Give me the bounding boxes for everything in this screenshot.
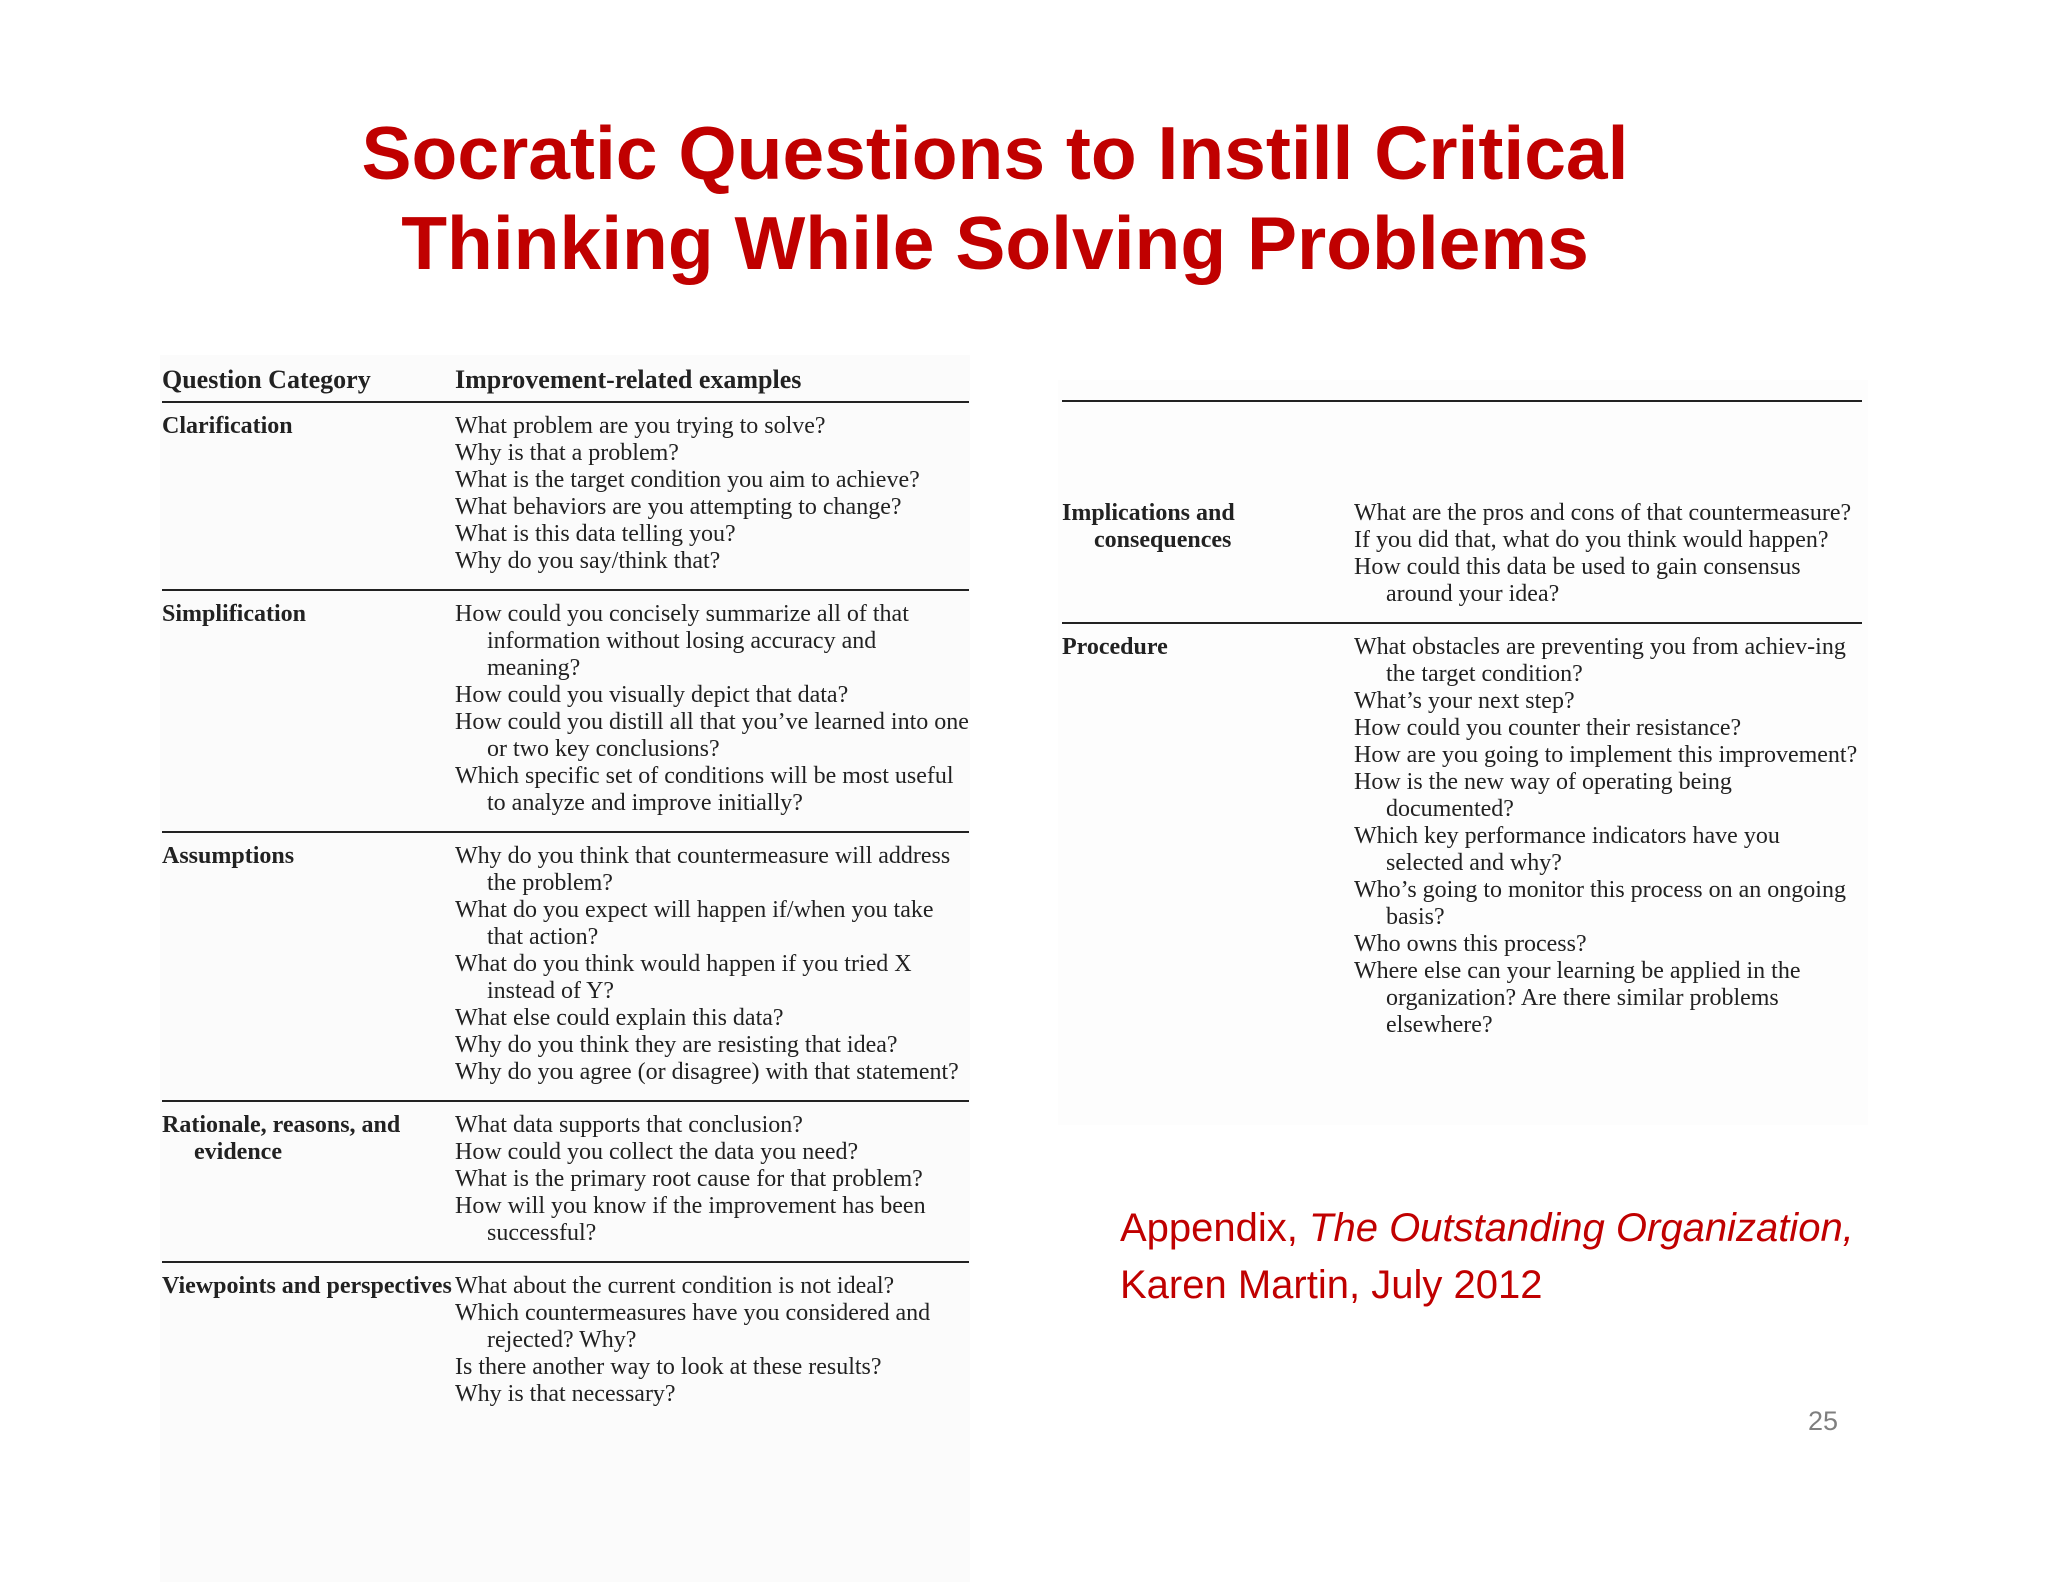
question-list [455,601,969,817]
question-item: Why is that a problem? [455,440,679,466]
left-table-body [162,403,969,1422]
citation-prefix: Appendix, [1120,1206,1310,1250]
question-item: How could you visually depict that data? [455,682,849,708]
table-row [162,1263,969,1422]
question-item: Who owns this process? [1354,931,1587,957]
table-row [162,833,969,1102]
row-category-label: Viewpoints and perspectives [162,1273,452,1299]
row-category-label: Rationale, reasons, and evidence [162,1112,401,1165]
question-item: Why is that necessary? [455,1381,676,1407]
row-category-label: Simplification [162,601,307,627]
question-item: What is the primary root cause for that problem? [455,1166,923,1192]
row-category-label: Procedure [1062,634,1168,660]
question-list [455,413,969,575]
question-item: What are the pros and cons of that countermeasure? [1354,500,1852,526]
header-improvement-examples: Improvement-related examples [455,365,802,394]
row-category [1062,500,1354,608]
question-item: What problem are you trying to solve? [455,413,826,439]
citation-author-date: Karen Martin, July 2012 [1120,1263,1543,1307]
table-header [162,366,969,403]
question-item: If you did that, what do you think would happen? [1354,527,1829,553]
row-category [162,413,455,575]
page-number: 25 [1808,1406,1839,1436]
title-line-2: Thinking While Solving Problems [401,201,1589,285]
question-item: Why do you agree (or disagree) with that statement? [455,1059,959,1085]
header-question-category: Question Category [162,365,371,394]
row-category [162,1112,455,1247]
row-category-label: Assumptions [162,843,295,869]
question-list [455,1273,969,1408]
question-list [1354,634,1862,1039]
question-item: Why do you think that countermeasure will address the problem? [455,843,951,896]
question-item: Why do you think they are resisting that idea? [455,1032,898,1058]
question-item: How could this data be used to gain consensus around your idea? [1354,554,1801,607]
table-row [1062,490,1862,624]
question-table-left [162,366,969,1422]
table-row [1062,624,1862,1053]
question-item: Which key performance indicators have you selected and why? [1354,823,1780,876]
question-item: What obstacles are preventing you from achiev-ing the target condition? [1354,634,1846,687]
question-item: Why do you say/think that? [455,548,721,574]
question-table-right [1062,400,1862,1053]
question-item: How is the new way of operating being documented? [1354,769,1732,822]
table-row [162,1102,969,1263]
row-category-label: Clarification [162,413,293,439]
question-item: What behaviors are you attempting to change? [455,494,902,520]
question-item: How could you concisely summarize all of that information without losing accuracy and meaning? [455,601,909,681]
question-item: How are you going to implement this improvement? [1354,742,1858,768]
row-category [162,843,455,1086]
question-item: Which specific set of conditions will be most useful to analyze and improve initially? [455,763,954,816]
right-table-body [1062,490,1862,1053]
question-item: What is the target condition you aim to achieve? [455,467,920,493]
slide-title [330,108,1660,288]
citation [1120,1200,1880,1314]
table-row [162,591,969,833]
question-item: What data supports that conclusion? [455,1112,803,1138]
title-line-1: Socratic Questions to Instill Critical [361,111,1629,195]
question-item: What do you think would happen if you tried X instead of Y? [455,951,912,1004]
question-item: What is this data telling you? [455,521,736,547]
row-category-label: Implications and consequences [1062,500,1235,553]
question-item: Where else can your learning be applied in the organization? Are there similar problems elsewhere? [1354,958,1801,1038]
question-list [455,843,969,1086]
question-list [455,1112,969,1247]
row-category [162,601,455,817]
question-list [1354,500,1862,608]
question-item: What else could explain this data? [455,1005,784,1031]
question-item: What’s your next step? [1354,688,1575,714]
question-item: Which countermeasures have you considered and rejected? Why? [455,1300,931,1353]
table-top-rule [1062,400,1862,402]
question-item: Is there another way to look at these results? [455,1354,882,1380]
question-item: What do you expect will happen if/when you take that action? [455,897,934,950]
table-row [162,403,969,591]
citation-book-title: The Outstanding Organization, [1309,1206,1854,1250]
question-item: How could you counter their resistance? [1354,715,1742,741]
question-item: Who’s going to monitor this process on an ongoing basis? [1354,877,1846,930]
question-item: How could you distill all that you’ve learned into one or two key conclusions? [455,709,969,762]
row-category [162,1273,455,1408]
row-category [1062,634,1354,1039]
question-item: How could you collect the data you need? [455,1139,859,1165]
question-item: How will you know if the improvement has been successful? [455,1193,926,1246]
question-item: What about the current condition is not ideal? [455,1273,895,1299]
